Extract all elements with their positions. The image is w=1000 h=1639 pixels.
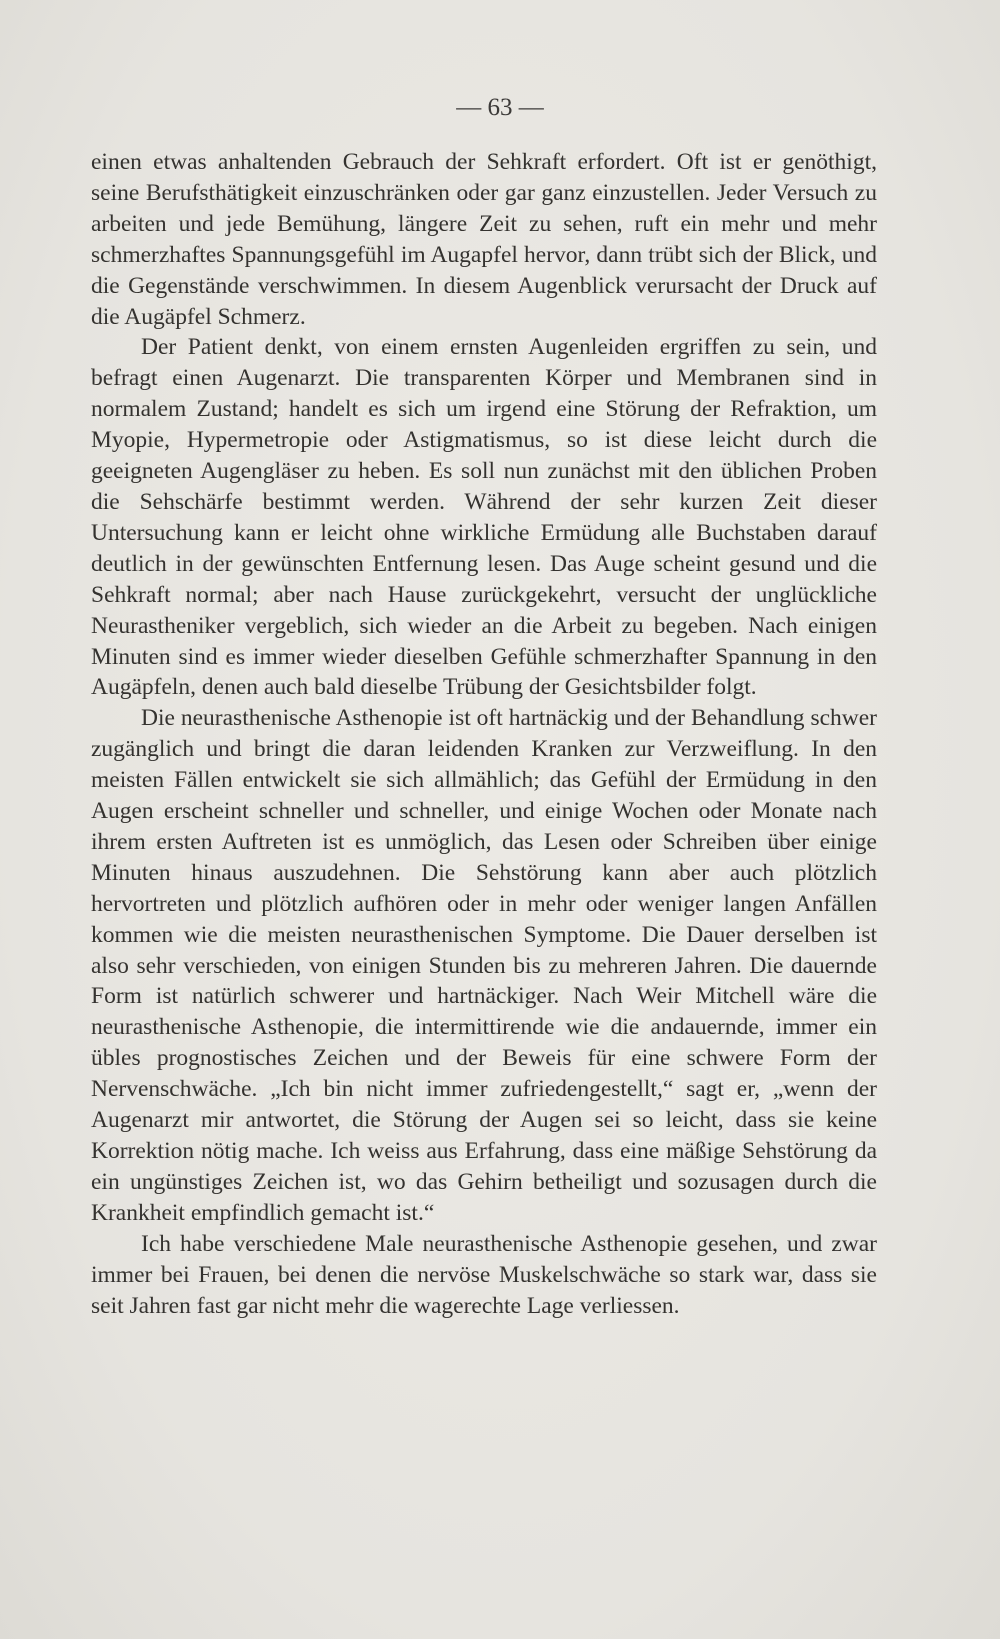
paragraph-2: Der Patient denkt, von einem ernsten Augenleiden ergriffen zu sein, und befragt einen Augenarzt. Die transparenten Körper und Membranen sind in normalem Zustand; handelt es sich um irgend eine Störung der Refraktion, um Myopie, Hypermetropie oder Astigmatismus, so ist diese leicht durch die geeigneten Augengläser zu heben. Es soll nun zunächst mit den üblichen Proben die Sehschärfe bestimmt werden. Während der sehr kurzen Zeit dieser Untersuchung kann er leicht ohne wirkliche Ermüdung alle Buchstaben darauf deutlich in der gewünschten Entfernung lesen. Das Auge scheint gesund und die Sehkraft normal; aber nach Hause zurückgekehrt, versucht der unglückliche Neurastheniker vergeblich, sich wieder an die Arbeit zu begeben. Nach einigen Minuten sind es immer wieder dieselben Gefühle schmerzhafter Spannung in den Augäpfeln, denen auch bald dieselbe Trübung der Gesichtsbilder folgt. bbox=[91, 334, 877, 701]
paragraph-3: Die neurasthenische Asthenopie ist oft hartnäckig und der Behandlung schwer zugänglich und bringt die daran leidenden Kranken zur Verzweiflung. In den meisten Fällen entwickelt sie sich allmählich; das Gefühl der Ermüdung in den Augen erscheint schneller und schneller, und einige Wochen oder Monate nach ihrem ersten Auftreten ist es unmöglich, das Lesen oder Schreiben über einige Minuten hinaus auszudehnen. Die Sehstörung kann aber auch plötzlich hervortreten und plötzlich aufhören oder in mehr oder weniger langen Anfällen kommen wie die meisten neurasthenischen Symptome. Die Dauer derselben ist also sehr verschieden, von einigen Stunden bis zu mehreren Jahren. Die dauernde Form ist natürlich schwerer und hartnäckiger. Nach Weir Mitchell wäre die neurasthenische Asthenopie, die intermittirende wie die andauernde, immer ein übles prognostisches Zeichen und der Beweis für eine schwere Form der Nervenschwäche. „Ich bin nicht immer zufriedengestellt,“ sagt er, „wenn der Augenarzt mir antwortet, die Störung der Augen sei so leicht, dass sie keine Korrektion nötig mache. Ich weiss aus Erfahrung, dass eine mäßige Sehstörung da ein ungünstiges Zeichen ist, wo das Gehirn betheiligt und sozusagen durch die Krankheit empfindlich gemacht ist.“ bbox=[91, 705, 877, 1226]
paragraph-1: einen etwas anhaltenden Gebrauch der Sehkraft erfordert. Oft ist er genöthigt, seine Berufsthätigkeit einzuschränken oder gar ganz einzustellen. Jeder Versuch zu arbeiten und jede Bemühung, längere Zeit zu sehen, ruft ein mehr und mehr schmerzhaftes Spannungsgefühl im Augapfel hervor, dann trübt sich der Blick, und die Gegenstände verschwimmen. In diesem Augenblick verursacht der Druck auf die Augäpfel Schmerz. bbox=[91, 149, 877, 330]
page-number: — 63 — bbox=[456, 94, 544, 121]
paragraph-4: Ich habe verschiedene Male neurasthenische Asthenopie gesehen, und zwar immer bei Frauen, bei denen die nervöse Muskelschwäche so stark war, dass sie seit Jahren fast gar nicht mehr die wagerechte Lage verliessen. bbox=[91, 1230, 877, 1319]
body-text bbox=[91, 147, 877, 1321]
